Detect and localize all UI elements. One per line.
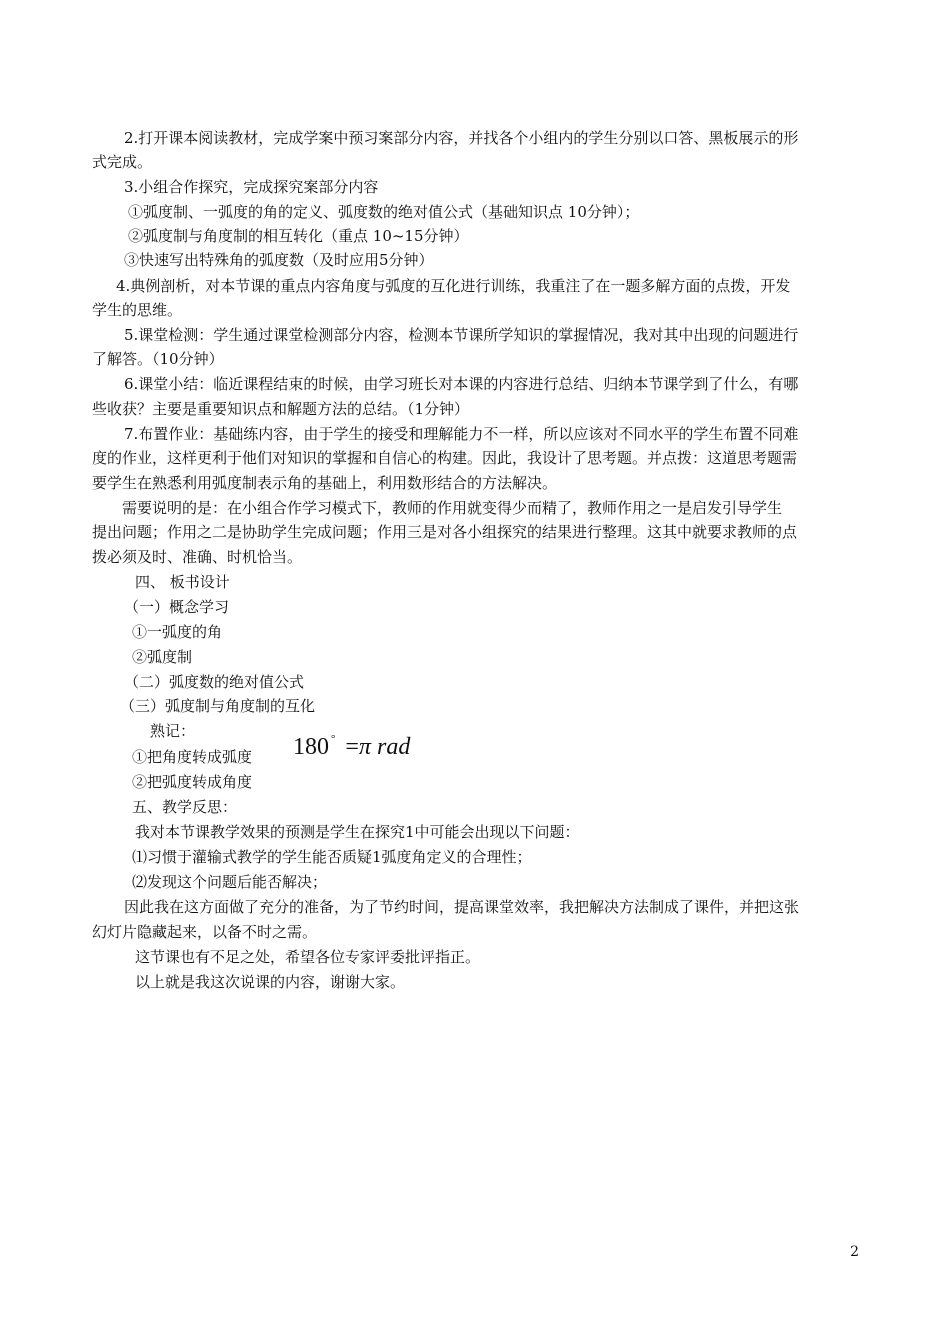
- formula-unit: rad: [376, 734, 411, 760]
- text-line: 学生的思维。: [92, 301, 183, 319]
- text-line: ⑵发现这个问题后能否解决；: [132, 873, 328, 891]
- text-line: ②弧度制与角度制的相互转化（重点 10~15分钟）: [128, 227, 469, 245]
- text-line: （三）弧度制与角度制的互化: [120, 697, 316, 715]
- text-line: 2.打开课本阅读教材，完成学案中预习案部分内容，并找各个小组内的学生分别以口答、黑板展示的形: [124, 129, 799, 147]
- text-line: 需要说明的是：在小组合作学习模式下，教师的作用就变得少而精了，教师作用之一是启发引导学生: [122, 499, 783, 517]
- text-line: 3.小组合作探究，完成探究案部分内容: [124, 178, 379, 196]
- text-line: 幻灯片隐藏起来，以备不时之需。: [92, 923, 318, 941]
- formula-degree: °: [331, 733, 336, 745]
- text-line: 我对本节课教学效果的预测是学生在探究1中可能会出现以下问题：: [135, 823, 580, 841]
- text-line: 6.课堂小结：临近课程结束的时候，由学习班长对本课的内容进行总结、归纳本节课学到了什么，有哪: [124, 375, 799, 393]
- section-heading: 四、 板书设计: [135, 573, 230, 591]
- text-line: 式完成。: [92, 153, 153, 171]
- text-line: 度的作业，这样更利于他们对知识的掌握和自信心的构建。因此，我设计了思考题。并点拨：这道思考题需: [92, 449, 798, 467]
- text-line: 拨必须及时、准确、时机恰当。: [92, 548, 303, 566]
- text-line: ③快速写出特殊角的弧度数（及时应用5分钟）: [124, 251, 434, 269]
- text-line: 因此我在这方面做了充分的准备，为了节约时间，提高课堂效率，我把解决方法制成了课件，并把这张: [124, 898, 800, 916]
- text-line: 些收获？主要是重要知识点和解题方法的总结。（1分钟）: [92, 400, 470, 418]
- text-line: （二）弧度数的绝对值公式: [124, 673, 305, 691]
- text-line: 以上就是我这次说课的内容，谢谢大家。: [135, 973, 406, 991]
- text-line: （一）概念学习: [124, 598, 230, 616]
- formula-pi: π: [358, 734, 371, 760]
- text-line: ①一弧度的角: [132, 623, 223, 641]
- text-line: ①弧度制、一弧度的角的定义、弧度数的绝对值公式（基础知识点 10分钟）；: [128, 203, 640, 221]
- text-line: ⑴习惯于灌输式教学的学生能否质疑1弧度角定义的合理性；: [132, 848, 532, 866]
- radian-formula: [293, 733, 410, 761]
- text-line: 要学生在熟悉利用弧度制表示角的基础上，利用数形结合的方法解决。: [92, 474, 558, 492]
- text-line: 7.布置作业：基础练内容，由于学生的接受和理解能力不一样，所以应该对不同水平的学生布置不同难: [124, 425, 799, 443]
- text-line: 了解答。（10分钟）: [92, 350, 224, 368]
- formula-number: 180: [293, 734, 329, 760]
- text-line: 熟记：: [150, 722, 196, 740]
- text-line: 这节课也有不足之处，希望各位专家评委批评指正。: [135, 948, 481, 966]
- text-line: ①把角度转成弧度: [132, 748, 253, 766]
- formula-equals: =: [345, 734, 359, 760]
- text-line: ②弧度制: [132, 648, 193, 666]
- page-number: 2: [850, 1244, 859, 1260]
- text-line: 提出问题；作用之二是协助学生完成问题；作用三是对各小组探究的结果进行整理。这其中就要求教师的点: [92, 523, 798, 541]
- text-line: ②把弧度转成角度: [132, 773, 253, 791]
- section-heading: 五、教学反思：: [132, 798, 238, 816]
- text-line: 5.课堂检测：学生通过课堂检测部分内容，检测本节课所学知识的掌握情况，我对其中出现的问题进行: [124, 326, 799, 344]
- text-line: 4.典例剖析，对本节课的重点内容角度与弧度的互化进行训练，我重注了在一题多解方面的点拨，开发: [116, 277, 791, 295]
